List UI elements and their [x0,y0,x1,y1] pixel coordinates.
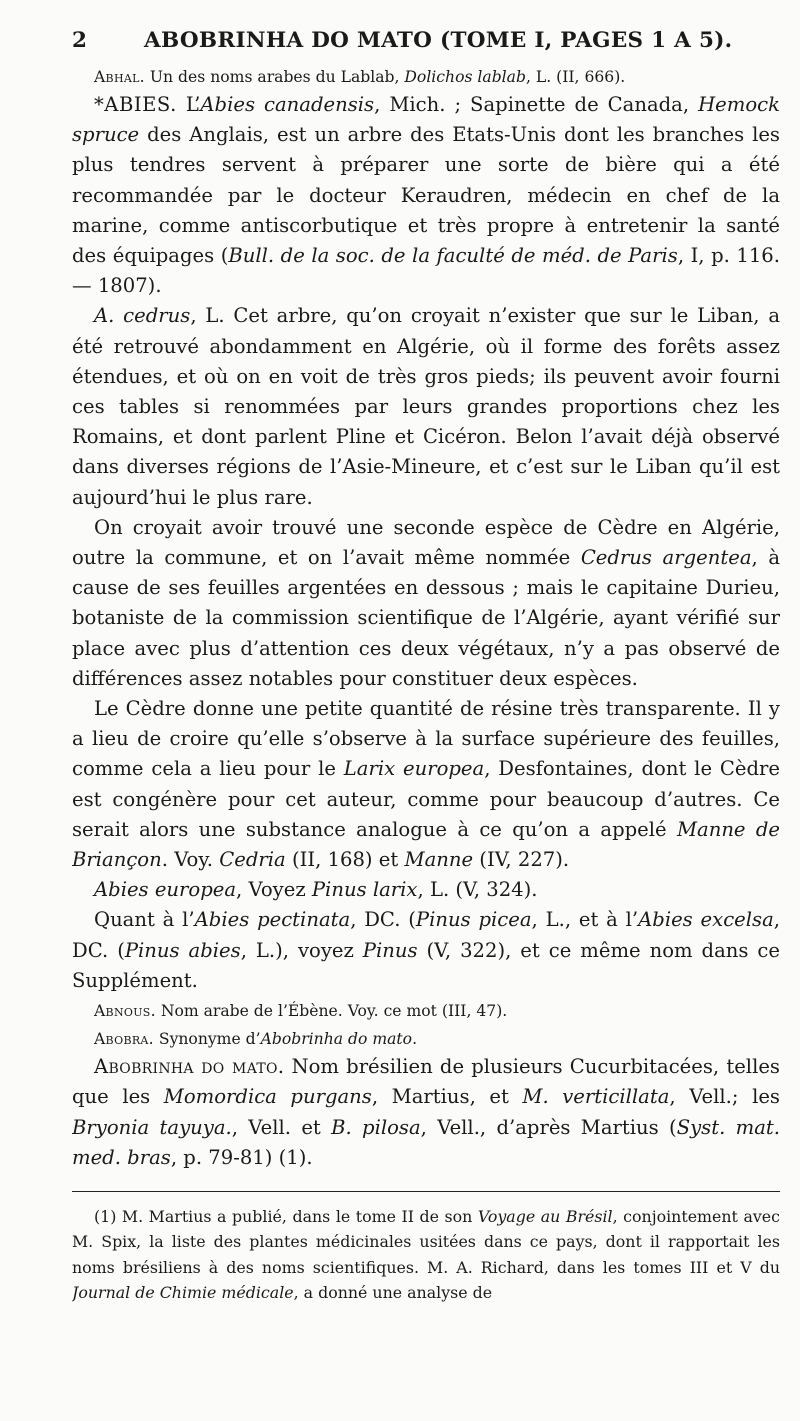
entry-text: , L. (V, 324). [417,878,538,902]
entry-text: Nom arabe de l’Ébène. Voy. ce mot (III, 47). [155,1002,508,1021]
entry-italic: Syst. mat. med. bras [72,1115,780,1169]
entry-text: Un des noms arabes du Lablab, [144,68,405,86]
entry-text: des Anglais, est un arbre des Etats-Unis dont les branches les plus tendres servent à préparer une sorte de bière qui a été recommandée par le docteur Keraudren, médecin en chef de la marine, comme antiscorbutique et très propre à entretenir la santé des équipages ( [72,123,780,268]
entry-head-abies: *ABIES. [94,93,177,116]
entry-text: . [412,1030,418,1049]
entry-italic: Abies canadensis [200,93,375,116]
entry-italic: Pinus [362,938,418,962]
entry-text: Quant à l’ [94,908,195,932]
footnote [72,1204,780,1305]
book-page [72,28,780,1408]
running-title: ABOBRINHA DO MATO (TOME I, PAGES 1 A 5). [144,28,733,53]
entry-text: . Voy. [161,848,220,872]
entry-abobra [72,1026,780,1052]
entry-text: L’ [176,93,201,116]
entry-italic: M. verticillata [522,1085,670,1109]
entry-text: Le Cèdre donne une petite quantité de résine très transparente. Il y a lieu de croire qu’elle s’observe à la surface supérieure des feuilles, comme cela a lieu pour le [72,697,780,781]
entry-italic: Manne [404,848,474,872]
entry-italic: B. pilosa [331,1115,421,1139]
entry-italic: Cedria [219,848,286,872]
running-header [72,28,780,62]
entry-abhal [72,64,780,90]
entry-italic: Abies pectinata [194,908,351,932]
entry-abies [72,90,780,301]
entry-italic: Cedrus argentea [580,546,752,570]
entry-text: Nom brésilien de plusieurs Cucurbitacées, telles que les [72,1055,780,1109]
page-number: 2 [72,28,88,53]
entry-italic: A. cedrus [94,304,191,328]
entry-italic: Bryonia tayuya. [72,1115,232,1139]
entry-text: Synonyme d’ [153,1030,261,1049]
entry-abobrinha [72,1052,780,1173]
entry-text: , Vell.; les [669,1085,780,1109]
entry-head-abnous: Abnous. [94,1002,156,1021]
entry-text: On croyait avoir trouvé une seconde espèce de Cèdre en Algérie, outre la commune, et on l’avait même nommée [72,515,780,570]
footnote-run: , a donné une analyse de [293,1282,493,1302]
entry-italic: Hemock spruce [72,93,780,147]
entry-text: , L., et à l’ [531,908,639,932]
paragraph-abies-pectinata [72,905,780,996]
footnote-italic: Journal de Chimie médicale [72,1282,294,1302]
entry-text: , Martius, et [371,1085,523,1109]
paragraph-abies-europea [72,875,780,905]
entry-italic: Pinus larix [311,878,418,902]
entry-italic: Abobrinha do mato [260,1030,413,1049]
main-text [72,64,780,1173]
entry-text: , Vell., d’après Martius ( [420,1115,677,1139]
entry-text: , à cause de ses feuilles argentées en dessous ; mais le capitaine Durieu, botaniste de la commission scientifique de l’Algérie, ayant vérifié sur place avec plus d’attention ces deux végétaux, n’y a pas observé de différences assez notables pour constituer deux espèces. [72,546,780,690]
entry-head-abobrinha: Abobrinha do mato. [94,1055,285,1079]
footnote-run: , conjointement avec M. Spix, la liste des plantes médicinales usitées dans ce pays, dont il rapportait les noms brésiliens à des noms scientifiques. M. A. Richard, dans les tomes III et V du [72,1206,780,1277]
entry-text: , L.), voyez [240,938,363,962]
entry-italic: Momordica purgans [163,1085,372,1109]
entry-italic: Abies europea [94,878,237,902]
paragraph-resine [72,694,780,875]
entry-text: , Voyez [236,878,312,902]
footnote-italic: Voyage au Brésil [477,1206,613,1226]
entry-text: (IV, 227). [473,848,570,872]
entry-italic: Abies excelsa [638,908,774,932]
entry-text: , DC. ( [350,908,416,932]
entry-head-abhal: Abhal. [94,68,145,86]
entry-text: , I, p. 116. — 1807). [72,244,780,298]
entry-text: , Mich. ; Sapinette de Canada, [374,93,699,116]
entry-abnous [72,998,780,1024]
entry-head-abobra: Abobra. [94,1030,154,1049]
paragraph-cedrus [72,301,780,512]
entry-italic: Larix europea [343,757,485,781]
entry-italic: Manne de Briançon [72,817,780,872]
entry-text: , p. 79-81) (1). [170,1145,313,1169]
entry-italic: Pinus abies [124,938,241,962]
entry-italic: Bull. de la soc. de la faculté de méd. de Paris [228,244,678,268]
footnote-text [72,1204,780,1305]
footnote-divider [72,1191,780,1192]
entry-text: , DC. ( [72,908,780,962]
entry-text: , L. Cet arbre, qu’on croyait n’exister que sur le Liban, a été retrouvé abondamment en Algérie, où il forme des forêts assez étendues, et où on en voit de très gros pieds; ils peuvent avoir fourni ces tables si renommées par leurs grandes proportions chez les Romains, et dont parlent Pline et Cicéron. Belon l’avait déjà observé dans diverses régions de l’Asie-Mineure, et c’est sur le Liban qu’il est aujourd’hui le plus rare. [72,304,780,509]
entry-text: , L. (II, 666). [525,68,626,86]
entry-text: , Vell. et [231,1115,332,1139]
entry-text: , Desfontaines, dont le Cèdre est congénère pour cet auteur, comme pour beaucoup d’autres. Ce serait alors une substance analogue à ce qu’on a appelé [72,757,780,841]
footnote-run: (1) M. Martius a publié, dans le tome II de son [94,1206,478,1226]
entry-text: (V, 322), et ce même nom dans ce Supplément. [72,938,780,992]
entry-italic: Pinus picea [415,908,532,932]
entry-text: (II, 168) et [285,848,405,872]
paragraph-seconde-espece [72,513,780,694]
entry-italic: Dolichos lablab [404,68,526,86]
